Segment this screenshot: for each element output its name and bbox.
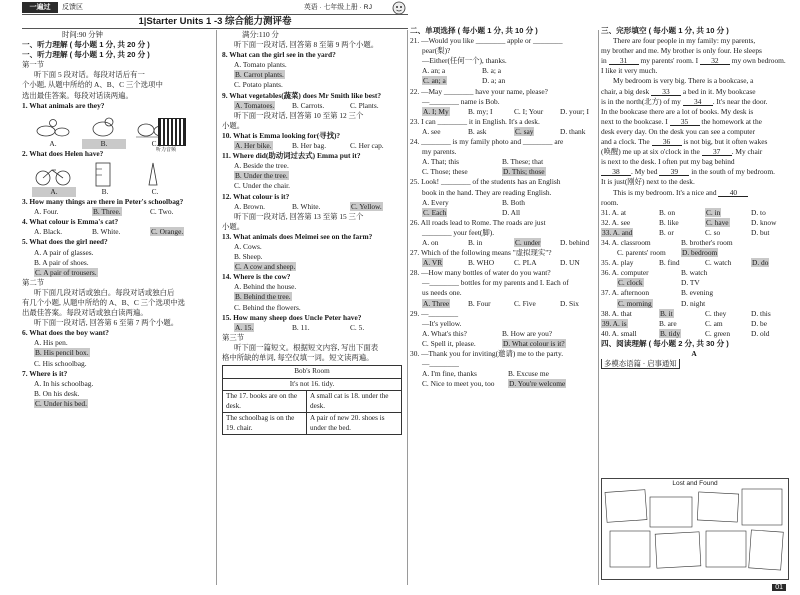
brand-logo: 一遍过 [22,2,58,13]
options: A. VR B. WHO C. PLA D. UN [423,258,580,268]
passage-line: is next to the desk. I often put my bag behind [601,157,735,167]
mascot-icon [392,1,406,15]
question: 1. What animals are they? [22,100,105,110]
column-multiple-choice [410,26,598,587]
option: C. A cow and sheep. [235,262,296,272]
options: 31. A. at B. on C. in D. to [601,207,766,217]
instruction: 小题。 [222,221,245,231]
bike-picture-icon [32,161,74,187]
column-divider [216,30,217,585]
options: A. I; My B. my; I C. I; Your D. your; I [423,106,589,116]
ducks-picture-icon [32,113,74,139]
qr-code-icon[interactable] [158,118,186,146]
option: A. In his schoolbag. [34,378,94,388]
feedback-zone-label: 反馈区 [62,4,83,11]
section-heading: 一、听力理解 ( 每小题 1 分, 共 20 分 ) [22,50,150,60]
options: 39. A. is B. are C. am D. be [602,318,768,328]
option: A. His pen. [34,338,68,348]
question: 27. Which of the following means "虚拟现实"? [410,248,552,258]
options: C. clock D. TV [618,278,700,288]
option: A. Cows. [234,241,262,251]
table-cell: The 17. books are on the desk. [223,391,307,413]
passage-line: my brother and me. My brother is only four. He sleeps [601,46,762,56]
question: 26. All roads lead to Rome. The roads are just [410,217,546,227]
options: C. an; a D. a; an [423,76,506,86]
section-heading: 一、听力理解 ( 每小题 1 分, 共 20 分 ) [22,40,150,50]
table-row: It's not 16. tidy. [223,378,402,391]
options: C. Those; these D. This; those [422,167,545,177]
passage-line: (唤醒) me up at six o'clock in the 37 . My chair [601,147,763,157]
instruction: 出最佳答案。每段对话或独白读两遍。 [22,308,148,318]
question: 24. ________ is my family photo and ________ are [410,137,564,147]
table-cell: A pair of new 20. shoes is under the bed. [307,413,402,435]
options: 32. A. see B. like C. have D. know [601,217,777,227]
options: 33. A. and B. or C. so D. but [602,227,770,237]
option: C. A pair of trousers. [35,267,97,277]
passage-tag: 多模态语篇 · 启事通知 [601,359,787,369]
page-title: 1|Starter Units 1 -3 综合能力测评卷 [138,16,292,27]
question: —It's yellow. [422,318,462,328]
column-divider [598,30,599,585]
options: C. parents' room D. bedroom [617,248,718,258]
passage-line: desk every day. On the desk you can see a computer [601,126,756,136]
option: B. On his desk. [34,388,80,398]
options: A. Black. B. White. C. Orange. [34,227,184,237]
page-header [22,2,408,14]
option: C. His schoolbag. [34,358,87,368]
options: A. What's this? B. How are you? [422,328,553,338]
options: A. an; a B. a; a [422,66,502,76]
options: 40. A. small B. tidy C. green D. old [601,328,770,338]
table-cell: A small cat is 18. under the desk. [307,391,402,413]
options: A. Four. B. Three. C. Two. [34,207,174,217]
part-label: 第一节 [22,60,45,70]
question: 10. What is Emma looking for(寻找)? [222,130,341,140]
question: 5. What does the girl need? [22,237,108,247]
part-label: 第二节 [22,277,45,287]
question: 28. —How many bottles of water do you want? [410,268,551,278]
question: my parents. [422,147,457,157]
table-cell: The schoolbag is on the 19. chair. [223,413,307,435]
book-label: 英语 · 七年级上册 · RJ [304,4,372,11]
instruction: 听下面一段对话, 回答第 8 至第 9 两个小题。 [234,40,379,50]
passage-line: In the bookcase there are a lot of books. My desk is [601,106,754,116]
notice-title: Lost and Found [672,480,718,487]
passage-line: This is my bedroom. It's a nice and 40 [601,188,787,198]
options: C. Nice to meet you, too D. You're welcome [422,379,566,389]
question: 3. How many things are there in Peter's schoolbag? [22,197,184,207]
part-label: A [691,349,697,358]
chick-picture-icon [82,113,124,139]
question: 6. What does the boy want? [22,328,109,338]
question: book in the hand. They are reading English. [422,187,552,197]
instruction: 小题。 [222,120,245,130]
section-heading: 三、完形填空 ( 每小题 1 分, 共 10 分 ) [601,26,729,35]
instruction: 听下面几段对话或独白。每段对话或独白后 [34,287,175,297]
part-label: 第三节 [222,332,245,342]
instruction: 个小题, 从题中所给的 A、B、C 三个选项中 [22,80,163,90]
instruction: 选出最佳答案。每段对话读两遍。 [22,90,133,100]
column-listening-1 [22,26,212,587]
question: —________ [422,359,459,369]
option: B. His pencil box. [35,348,89,358]
question: 9. What vegetables(蔬菜) does Mr Smith like best? [222,90,382,100]
question: us needs one. [422,288,462,298]
options: A. That; this B. These; that [422,157,544,167]
question: 4. What colour is Emma's cat? [22,217,119,227]
question: 23. I can ________ it in English. It's a desk. [410,116,540,126]
instruction: 听下面一段对话, 回答第 10 至第 12 三个 [234,110,364,120]
question: ________ your feet(脚). [422,227,495,237]
options: 37. A. afternoon B. evening [601,288,714,298]
option: B. Behind the tree. [235,292,291,302]
options: 35. A. play B. find C. watch D. do [601,258,769,268]
instruction: 听下面一段对话, 回答第 13 至第 15 三个 [234,211,364,221]
question: pear(梨)? [422,46,451,56]
bobs-room-table [222,365,402,435]
question: 21. —Would you like ________ apple or ________ [410,36,563,46]
column-listening-2 [222,26,406,587]
options: A. Brown. B. White. C. Yellow. [234,201,382,211]
instruction: 听下面 5 段对话。每段对话后有一 [34,70,145,80]
passage-line: next to the bookcase. I 35 the homework at the [601,116,762,126]
question: 12. What colour is it? [222,191,290,201]
passage-line: There are four people in my family: my parents, [613,36,756,46]
question: 14. Where is the cow? [222,272,291,282]
question: —________ name is Bob. [422,96,500,106]
option: C. Under his bed. [35,398,87,408]
option: B. Under the tree. [235,171,288,181]
options: 34. A. classroom B. brother's room [601,237,733,247]
option: A. Beside the tree. [234,161,289,171]
question: 29. —________ [410,308,459,318]
passage-line: chair, a big desk 33 a bed in it. My bookcase [601,86,756,96]
options: A. Every B. Both [422,197,525,207]
options: A. Tomatoes. B. Carrots. C. Plants. [235,100,379,110]
passage-line: is in the north(北方) of my 34 . It's near the door. [601,96,768,106]
instruction: 听下面一篇短文。根据短文内容, 写出下面表 [234,342,379,352]
option: A. Tomato plants. [234,60,287,70]
option: C. Potato plants. [234,80,283,90]
instruction: 有几个小题, 从题中所给的 A、B、C 三个选项中选 [22,297,186,307]
option: B. Carrot plants. [235,70,284,80]
passage-line: in 31 my parents' room. I 32 my own bedroom. [601,56,786,66]
notice-board-icon [602,487,786,575]
options: A. Her bike. B. Her bag. C. Her cap. [235,141,384,151]
question: 22. —May ________ have your name, please? [410,86,548,96]
passage-line: 38 . My bed 39 in the south of my bedroom. [601,167,787,177]
section-heading: 四、阅读理解 ( 每小题 2 分, 共 30 分 ) [601,338,729,348]
options: A. on B. in C. under D. behind [422,237,590,247]
question: —________ bottles for my parents and I. Each of [422,278,569,288]
q1-option-labels: A. B. C. [49,138,159,148]
options: A. I'm fine, thanks B. Excuse me [422,369,549,379]
q2-option-labels: A. B. C. [32,187,212,197]
options: 36. A. computer B. watch [601,268,708,278]
question: 13. What animals does Meimei see on the farm? [222,231,373,241]
option: B. A pair of shoes. [34,257,89,267]
options: C. morning D. night [618,298,706,308]
passage-line: and a clock. The 36 is not big, but it often wakes [601,137,768,147]
instruction: 听下面一段对话, 回答第 6 至第 7 两个小题。 [34,318,179,328]
question: 7. Where is it? [22,368,68,378]
table-title: Bob's Room [223,366,402,379]
passage-line: room. [601,197,619,207]
options: A. 15. B. 11. C. 5. [235,322,365,332]
question: 25. Look! ________ of the students has an English [410,177,561,187]
passage-line: It is just(刚好) next to the desk. [601,177,695,187]
question: 8. What can the girl see in the yard? [222,50,336,60]
option: A. A pair of glasses. [34,247,94,257]
score-label: 满分:110 分 [242,30,279,39]
options: A. see B. ask C. say D. thank [422,126,586,136]
passage-line: My bedroom is very big. There is a bookcase, a [613,76,754,86]
passage-line: I like it very much. [601,66,658,76]
option: C. Under the chair. [234,181,291,191]
options: C. Spell it, please. D. What colour is it? [422,338,565,348]
instruction: 格中所缺的单词, 每空仅填一词。短文读两遍。 [222,353,374,362]
question: —Either(任何一个), thanks. [422,56,507,66]
column-divider [407,30,408,585]
pencil-picture-icon [132,161,174,187]
question: 11. Where did(助动词过去式) Emma put it? [222,151,361,161]
time-label: 时间:90 分钟 [62,30,103,39]
options: 38. A. that B. it C. they D. this [601,308,771,318]
qr-label: 听力音频 [156,147,177,153]
question: 30. —Thank you for inviting(邀请) me to the party. [410,349,564,358]
options: A. Three B. Four C. Five D. Six [423,298,579,308]
option: B. Sheep. [234,252,263,262]
options: C. Each D. All [423,207,521,217]
ruler-picture-icon [82,161,124,187]
section-heading: 二、单项选择 ( 每小题 1 分, 共 10 分 ) [410,26,538,35]
option: C. Behind the flowers. [234,302,301,312]
page-number: 01 [772,584,786,591]
question: 15. How many sheep does Uncle Peter have? [222,312,362,322]
option: A. Behind the house. [234,282,297,292]
lost-and-found-notice [601,478,789,580]
q2-pictures [32,161,212,187]
question: 2. What does Helen have? [22,148,104,158]
